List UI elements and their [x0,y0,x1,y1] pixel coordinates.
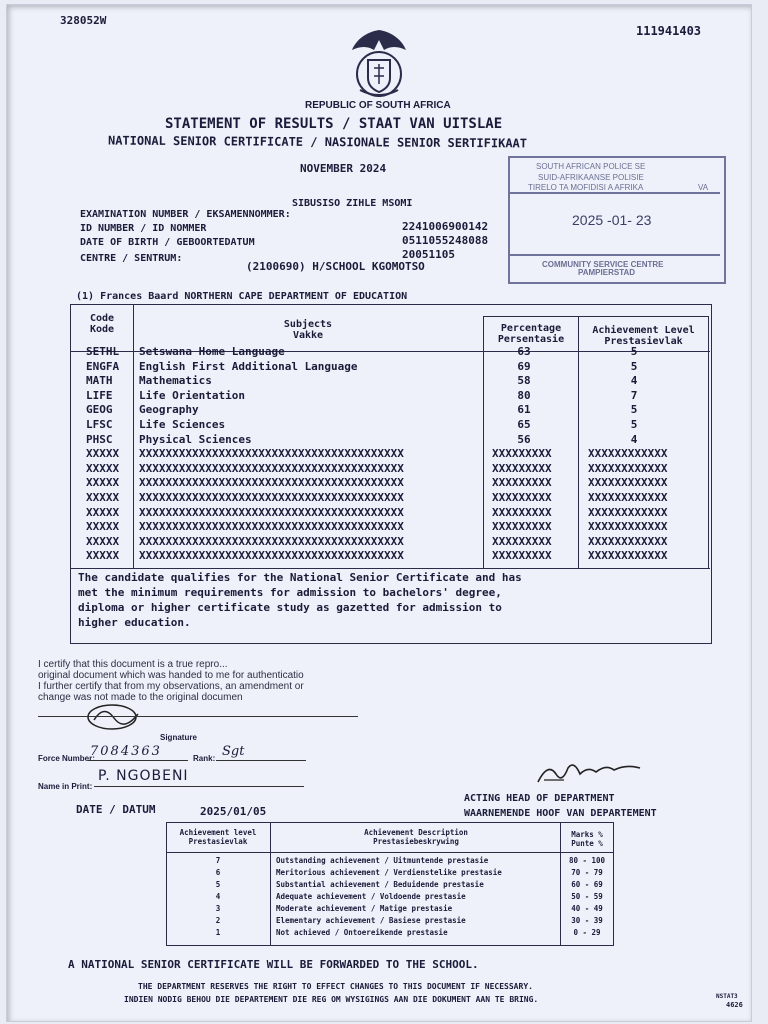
certification-text [38,659,304,703]
blank-code: XXXXX [86,491,120,504]
officer-signature [80,700,150,734]
blank-level: XXXXXXXXXXXX [588,447,668,461]
blank-subject: XXXXXXXXXXXXXXXXXXXXXXXXXXXXXXXXXXXXXXXX [139,534,404,548]
blank-code: XXXXX [86,549,120,563]
blank-subject: XXXXXXXXXXXXXXXXXXXXXXXXXXXXXXXXXXXXXXXX [139,549,404,563]
dob-value: 20051105 [402,248,455,261]
candidate-name: SIBUSISO ZIHLE MSOMI [292,198,413,209]
blank-code: XXXXX [86,476,120,490]
subject-name: Geography [139,403,199,417]
qualification-line: met the minimum requirements for admission to bachelors' degree, [78,586,502,599]
blank-level: XXXXXXXXXXXX [588,534,668,548]
subject-name: Life Orientation [139,388,245,402]
header-subjects-af: Vakke [292,330,324,341]
reserve-notice-af: INDIEN NODIG BEHOU DIE DEPARTEMENT DIE REG OM WYSIGINGS AAN DIE DOKUMENT AAN TE BRING. [124,995,539,1004]
subject-name: Mathematics [139,374,212,388]
subject-code: SETHL [86,345,120,358]
reserve-notice-en: THE DEPARTMENT RESERVES THE RIGHT TO EFFECT CHANGES TO THIS DOCUMENT IF NECESSARY. [138,982,533,991]
document-title: STATEMENT OF RESULTS / STAAT VAN UITSLAE [165,116,503,132]
date-label: DATE / DATUM [76,803,156,816]
subject-code: PHSC [86,432,113,446]
stamp-line-3-suffix: VA [698,183,709,192]
subject-percentage: 56 [517,432,531,446]
legend-header-description-af: Prestasiebeskrywing [373,837,459,846]
blank-code: XXXXX [86,534,120,548]
legend-header-marks [562,830,612,848]
subject-level: 5 [630,345,638,358]
force-number-value: 7084363 [90,744,162,759]
legend-level: 5 [215,880,221,889]
blank-level: XXXXXXXXXXXX [588,476,668,490]
centre-value: (2100690) H/SCHOOL KGOMOTSO [246,260,425,273]
blank-level: XXXXXXXXXXXX [588,505,668,519]
legend-description: Adequate achievement / Voldoende prestasie [276,892,466,901]
blank-subject: XXXXXXXXXXXXXXXXXXXXXXXXXXXXXXXXXXXXXXXX [139,447,404,461]
header-level-af: Prestasievlak [604,336,683,347]
legend-header-description [272,828,560,846]
subject-name: English First Additional Language [139,359,358,373]
legend-description: Moderate achievement / Matige prestasie [276,904,453,913]
header-percentage-af: Persentasie [497,334,565,345]
subject-code: MATH [86,374,113,388]
legend-description: Substantial achievement / Beduidende prestasie [276,880,484,889]
document-code-right: 111941403 [636,24,702,38]
stamp-line-3: TIRELO TA MOFIDISI A AFRIKA [528,183,644,192]
legend-level: 6 [215,868,221,877]
stamp-line-1: SOUTH AFRICAN POLICE SE [536,162,646,171]
id-number-value: 0511055248088 [402,234,489,247]
republic-label: REPUBLIC OF SOUTH AFRICA [305,100,451,111]
legend-level: 3 [215,904,221,913]
document-subtitle: NATIONAL SENIOR CERTIFICATE / NASIONALE SENIOR SERTIFIKAAT [107,133,528,151]
legend-header-level-en: Achievement level [179,828,257,837]
qualification-statement [78,570,522,630]
blank-code: XXXXX [86,447,120,461]
blank-level: XXXXXXXXXXXX [588,549,668,563]
forward-notice: A NATIONAL SENIOR CERTIFICATE WILL BE FORWARDED TO THE SCHOOL. [68,958,479,971]
qualification-line: higher education. [78,616,191,629]
blank-percentage: XXXXXXXXX [492,520,552,534]
acting-head-en: ACTING HEAD OF DEPARTMENT [464,793,615,804]
subject-percentage: 80 [517,388,531,402]
subject-percentage: 63 [517,345,531,358]
coat-of-arms-emblem [346,24,412,100]
stamp-date: 2025 -01- 23 [572,212,652,228]
subject-percentage: 65 [517,418,531,431]
signature-label: Signature [160,733,197,742]
legend-marks: 50 - 59 [571,892,603,901]
exam-session: NOVEMBER 2024 [300,162,387,175]
blank-subject: XXXXXXXXXXXXXXXXXXXXXXXXXXXXXXXXXXXXXXXX [139,520,404,534]
header-subjects [136,319,480,341]
date-value: 2025/01/05 [200,805,267,818]
name-in-print-value: P. NGOBENI [98,768,189,784]
exam-number-label: EXAMINATION NUMBER / EKSAMENNOMMER: [80,209,291,220]
certify-line: I certify that this document is a true repro... [38,659,228,670]
legend-header-level-af: Prestasievlak [188,837,248,846]
legend-description: Elementary achievement / Basiese prestasie [276,916,466,925]
legend-level: 7 [215,856,221,865]
blank-percentage: XXXXXXXXX [492,505,552,519]
name-in-print-label: Name in Print: [38,782,93,791]
header-level-en: Achievement Level [592,325,695,336]
centre-label: CENTRE / SENTRUM: [80,253,183,264]
legend-header-level [167,828,269,846]
qualification-line: The candidate qualifies for the National Senior Certificate and has [78,571,522,584]
blank-level: XXXXXXXXXXXX [588,491,668,504]
rank-label: Rank: [193,754,216,763]
legend-level: 1 [215,928,221,937]
blank-subject: XXXXXXXXXXXXXXXXXXXXXXXXXXXXXXXXXXXXXXXX [139,491,404,504]
dob-label: DATE OF BIRTH / GEBOORTEDATUM [80,237,255,248]
subject-code: LIFE [86,388,113,402]
blank-subject: XXXXXXXXXXXXXXXXXXXXXXXXXXXXXXXXXXXXXXXX [139,505,404,519]
header-level [579,325,708,347]
blank-code: XXXXX [86,461,120,475]
acting-head-af: WAARNEMENDE HOOF VAN DEPARTEMENT [464,808,657,819]
footer-code-2: 4626 [726,1001,743,1009]
blank-percentage: XXXXXXXXX [492,491,552,504]
certify-line: change was not made to the original documen [38,692,243,703]
legend-header-description-en: Achievement Description [364,828,468,837]
legend-marks: 40 - 49 [571,904,603,913]
header-subjects-en: Subjects [283,319,333,330]
exam-number-value: 2241006900142 [402,220,489,233]
subject-level: 5 [630,418,638,431]
subject-level: 4 [630,432,638,446]
footer-code-1: NSTAT3 [716,993,738,1000]
legend-description: Outstanding achievement / Uitmuntende prestasie [276,856,489,865]
legend-header-marks-af: Punte % [571,839,603,848]
legend-level: 2 [215,916,221,925]
rank-value: Sgt [222,744,245,759]
blank-percentage: XXXXXXXXX [492,476,552,490]
subject-level: 5 [630,359,638,373]
legend-marks: 0 - 29 [573,928,601,937]
legend-header-marks-en: Marks % [571,830,603,839]
blank-subject: XXXXXXXXXXXXXXXXXXXXXXXXXXXXXXXXXXXXXXXX [139,476,404,490]
blank-percentage: XXXXXXXXX [492,461,552,475]
blank-percentage: XXXXXXXXX [492,534,552,548]
district-line: (1) Frances Baard NORTHERN CAPE DEPARTMENT OF EDUCATION [76,291,408,302]
certify-line: original document which was handed to me for authenticatio [38,670,304,681]
legend-description: Not achieved / Ontoereikende prestasie [276,928,448,937]
document-code-left: 328052W [60,14,107,27]
blank-code: XXXXX [86,520,120,534]
header-code [72,313,132,335]
certify-line: I further certify that from my observations, an amendment or [38,681,304,692]
blank-level: XXXXXXXXXXXX [588,461,668,475]
subject-percentage: 61 [517,403,531,417]
subject-name: Physical Sciences [139,432,252,446]
legend-marks: 60 - 69 [571,880,603,889]
qualification-line: diploma or higher certificate study as gazetted for admission to [78,601,502,614]
subject-name: Life Sciences [139,418,226,431]
legend-marks: 80 - 100 [568,856,606,865]
header-code-af: Kode [89,324,115,335]
legend-marks: 70 - 79 [571,868,603,877]
force-number-label: Force Number: [38,754,95,763]
stamp-line-2: SUID-AFRIKAANSE POLISIE [538,173,644,182]
header-percentage [484,323,578,345]
blank-level: XXXXXXXXXXXX [588,520,668,534]
legend-level: 4 [215,892,221,901]
legend-marks: 30 - 39 [571,916,603,925]
subject-level: 7 [630,388,638,402]
subject-percentage: 58 [517,374,531,388]
blank-code: XXXXX [86,505,120,519]
stamp-bottom-2: PAMPIERSTAD [578,268,636,277]
hod-signature [534,756,644,788]
subject-level: 5 [630,403,638,417]
blank-percentage: XXXXXXXXX [492,447,552,461]
id-number-label: ID NUMBER / ID NOMMER [80,223,207,234]
subject-code: GEOG [86,403,113,417]
header-code-en: Code [89,313,115,324]
police-stamp [508,156,726,284]
legend-description: Meritorious achievement / Verdienstelike prestasie [276,868,502,877]
stamp-bottom-1: COMMUNITY SERVICE CENTRE [542,260,664,269]
subject-percentage: 69 [517,359,531,373]
blank-subject: XXXXXXXXXXXXXXXXXXXXXXXXXXXXXXXXXXXXXXXX [139,461,404,475]
subject-code: LFSC [86,418,113,431]
subject-code: ENGFA [86,359,120,373]
blank-percentage: XXXXXXXXX [492,549,552,563]
subject-name: Setswana Home Language [139,345,285,358]
header-percentage-en: Percentage [500,323,562,334]
subject-level: 4 [630,374,638,388]
